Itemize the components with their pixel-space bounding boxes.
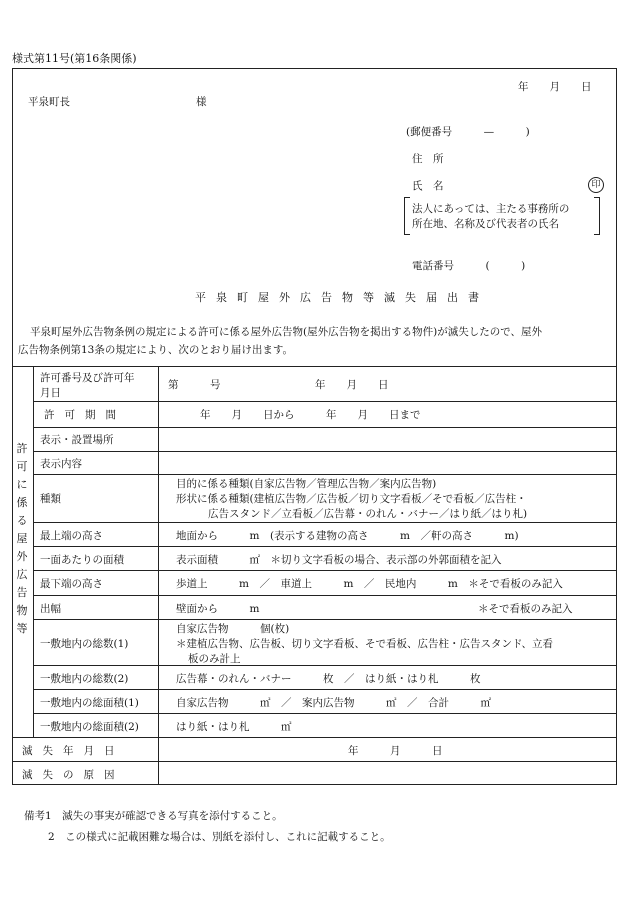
count1-note-cont: 板のみ計上 xyxy=(188,653,241,665)
row-line xyxy=(33,522,617,523)
area-label: 一面あたりの面積 xyxy=(40,554,124,566)
form-title: 平泉町屋外広告物等滅失届出書 xyxy=(195,291,489,304)
table-top-border xyxy=(12,366,617,367)
area-field[interactable]: 表示面積 ㎡ ＊切り文字看板の場合、表示部の外郭面積を記入 xyxy=(176,554,502,566)
postal-code-field[interactable]: (郵便番号 — ) xyxy=(406,126,530,138)
loss-cause-label: 滅失の原因 xyxy=(22,769,125,781)
total-area2-label: 一敷地内の総面積(2) xyxy=(40,721,139,733)
count1-label: 一敷地内の総数(1) xyxy=(40,638,129,650)
intro-line2: 広告物条例第13条の規定により、次のとおり届け出ます。 xyxy=(18,344,294,356)
total-area2-field[interactable]: はり紙・はり札 ㎡ xyxy=(176,721,292,733)
count2-field[interactable]: 広告幕・のれん・バナー 枚 ／ はり紙・はり札 枚 xyxy=(176,673,481,685)
phone-field[interactable]: 電話番号 ( ) xyxy=(412,260,526,272)
row-line xyxy=(33,619,617,620)
count2-label: 一敷地内の総数(2) xyxy=(40,673,129,685)
submission-date[interactable]: 年 月 日 xyxy=(518,81,592,93)
corp-note-line2: 所在地、名称及び代表者の氏名 xyxy=(412,218,559,230)
width-field[interactable]: 壁面から m xyxy=(176,603,260,615)
row-line xyxy=(33,713,617,714)
seal-icon: 印 xyxy=(588,177,604,193)
label-column-line xyxy=(158,366,159,785)
row-line xyxy=(12,737,617,738)
row-line xyxy=(33,689,617,690)
address-label: 住 所 xyxy=(412,153,444,165)
location-field[interactable] xyxy=(160,428,615,450)
group-column-line xyxy=(33,366,34,737)
width-label: 出幅 xyxy=(40,603,61,615)
row-line xyxy=(33,401,617,402)
count1-field[interactable]: 自家広告物 個(枚) xyxy=(176,623,290,635)
content-label: 表示内容 xyxy=(40,458,82,470)
kind-shape-options[interactable]: 形状に係る種類(建植広告物／広告板／切り文字看板／そで看板／広告柱・ xyxy=(176,493,527,505)
kind-shape-options-cont[interactable]: 広告スタンド／立看板／広告幕・のれん・バナー／はり紙／はり札) xyxy=(208,508,528,520)
period-field[interactable]: 年 月 日から 年 月 日まで xyxy=(200,409,421,421)
note-2: 2 この様式に記載困難な場合は、別紙を添付し、これに記載すること。 xyxy=(48,831,391,843)
location-label: 表示・設置場所 xyxy=(40,434,114,446)
honorific: 様 xyxy=(196,96,207,108)
row-line xyxy=(33,474,617,475)
top-height-label: 最上端の高さ xyxy=(40,530,103,542)
loss-cause-field[interactable] xyxy=(160,762,615,784)
bracket-left-icon xyxy=(404,197,410,235)
row-line xyxy=(33,665,617,666)
group-label: 許 可 に 係 る 屋 外 広 告 物 等 xyxy=(16,442,28,635)
top-height-field[interactable]: 地面から m (表示する建物の高さ m ／軒の高さ m) xyxy=(176,530,519,542)
total-area1-label: 一敷地内の総面積(1) xyxy=(40,697,139,709)
kind-purpose-options[interactable]: 目的に係る種類(自家広告物／管理広告物／案内広告物) xyxy=(176,478,437,490)
kind-label: 種類 xyxy=(40,493,61,505)
period-label: 許可期間 xyxy=(44,409,126,421)
loss-date-label: 滅失年月日 xyxy=(22,745,125,757)
permit-no-label-2: 月日 xyxy=(40,387,61,399)
bracket-right-icon xyxy=(594,197,600,235)
width-note: ＊そで看板のみ記入 xyxy=(478,603,573,615)
permit-no-field[interactable]: 第 号 年 月 日 xyxy=(168,379,389,391)
note-1: 備考1 滅失の事実が確認できる写真を添付すること。 xyxy=(24,810,283,822)
addressee: 平泉町長 xyxy=(28,96,70,108)
name-label: 氏 名 xyxy=(412,180,444,192)
row-line xyxy=(33,570,617,571)
content-field[interactable] xyxy=(160,452,615,473)
loss-date-field[interactable]: 年 月 日 xyxy=(348,745,443,757)
form-id: 様式第11号(第16条関係) xyxy=(12,52,137,65)
bottom-height-label: 最下端の高さ xyxy=(40,578,103,590)
corp-note-line1: 法人にあっては、主たる事務所の xyxy=(412,203,570,215)
bottom-height-field[interactable]: 歩道上 m ／ 車道上 m ／ 民地内 m ＊そで看板のみ記入 xyxy=(176,578,563,590)
row-line xyxy=(33,546,617,547)
row-line xyxy=(33,595,617,596)
total-area1-field[interactable]: 自家広告物 ㎡ ／ 案内広告物 ㎡ ／ 合計 ㎡ xyxy=(176,697,491,709)
count1-note: ＊建植広告物、広告板、切り文字看板、そで看板、広告柱・広告スタンド、立看 xyxy=(176,638,554,650)
intro-line1: 平泉町屋外広告物条例の規定による許可に係る屋外広告物(屋外広告物を掲出する物件)が滅失したので、屋外 xyxy=(30,326,542,338)
permit-no-label: 許可番号及び許可年 xyxy=(40,372,135,384)
